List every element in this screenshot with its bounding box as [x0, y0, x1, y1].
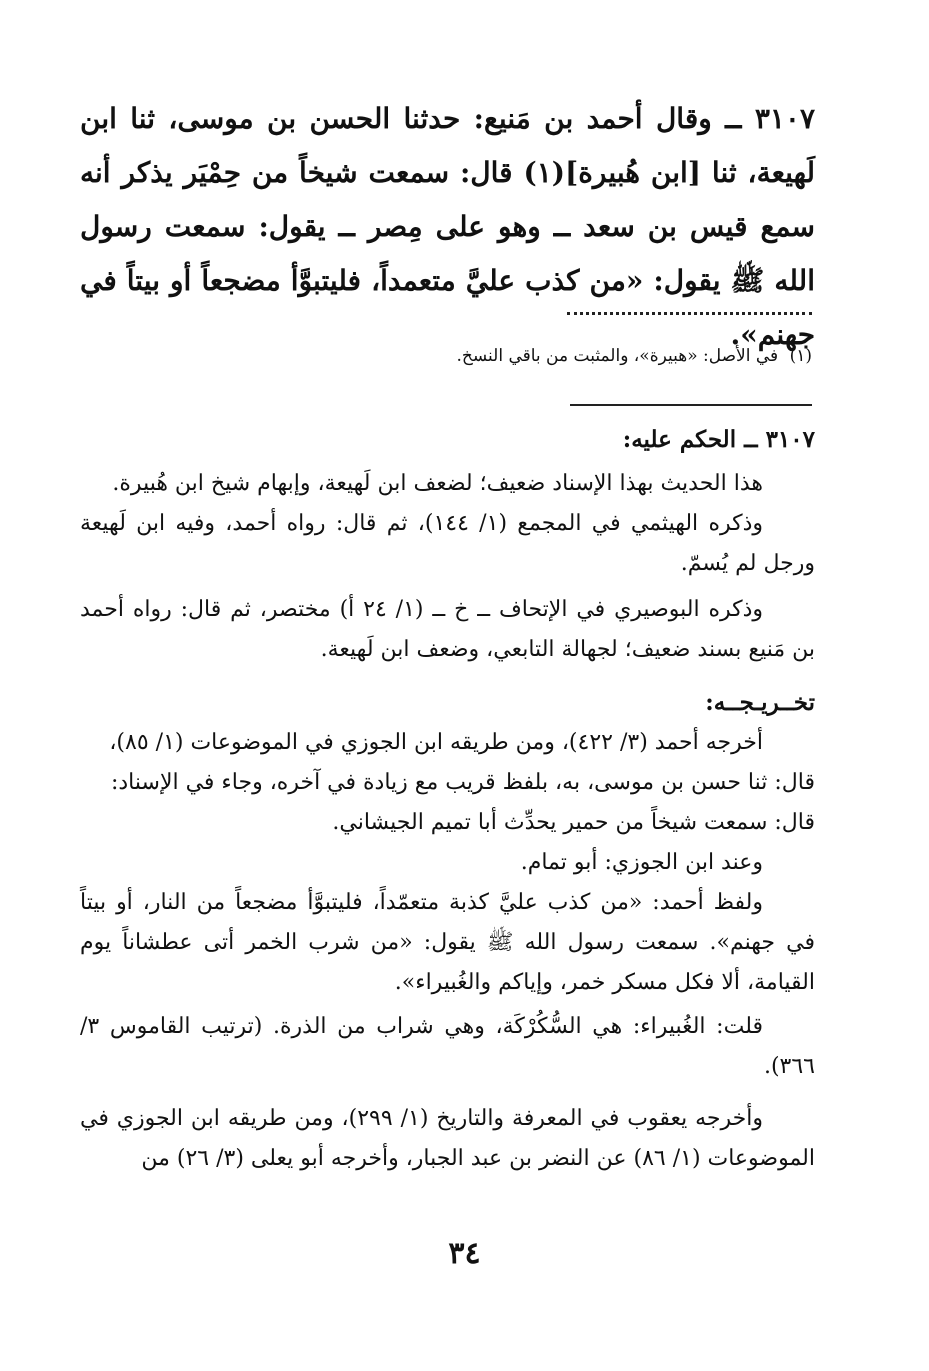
ruling-paragraph: وذكره البوصيري في الإتحاف ــ خ ــ (١/ ٢٤ أ) مختصر، ثم قال: رواه أحمد بن مَنيع بسند ضعيف؛ لجهالة التابعي، وضعف ابن لَهيعة. [80, 597, 815, 662]
takhrij-section [80, 683, 815, 1179]
footnote [260, 342, 812, 370]
page-number: ٣٤ [448, 1236, 481, 1271]
ruling-heading: ٣١٠٧ ــ الحكم عليه: [622, 426, 815, 453]
takhrij-paragraph: قلت: الغُبيراء: هي السُّكُرْكَة، وهي شراب من الذرة. (ترتيب القاموس ٣/ ٣٦٦). [80, 1014, 815, 1079]
takhrij-paragraph: قال: سمعت شيخاً من حمير يحدِّث أبا تميم الجيشاني. [332, 810, 815, 835]
ruling-paragraph: وذكره الهيثمي في المجمع (١/ ١٤٤)، ثم قال: رواه أحمد، وفيه ابن لَهيعة ورجل لم يُسمّ. [80, 511, 815, 576]
ruling-paragraph: هذا الحديث بهذا الإسناد ضعيف؛ لضعف ابن لَهيعة، وإبهام شيخ ابن هُبيرة. [112, 471, 763, 496]
takhrij-paragraph: أخرجه أحمد (٣/ ٤٢٢)، ومن طريقه ابن الجوزي في الموضوعات (١/ ٨٥)، [109, 730, 763, 755]
takhrij-paragraph: ولفظ أحمد: «من كذب عليَّ كذبة متعمّداً، فليتبوَّأ مضجعاً من النار، أو بيتاً في جهنم». سمعت رسول الله ﷺ يقول: «من شرب الخمر أتى عطشاناً يوم القيامة، ألا فكل مسكر خمر، وإياكم والغُبيراء». [80, 890, 815, 995]
footnote-separator-dots [567, 312, 812, 325]
takhrij-paragraph: وعند ابن الجوزي: أبو تمام. [520, 850, 763, 875]
section-divider [570, 404, 812, 406]
hadith-paragraph: ٣١٠٧ ــ وقال أحمد بن مَنيع: حدثنا الحسن بن موسى، ثنا ابن لَهيعة، ثنا [ابن هُبيرة](١) قال: سمعت شيخاً من حِمْيَر يذكر أنه سمع قيس بن سعد ــ وهو على مِصر ــ يقول: سمعت رسول الله ﷺ يقول: «من كذب عليَّ متعمداً، فليتبوَّأ مضجعاً أو بيتاً في جهنم». [80, 102, 816, 351]
footnote-number: (١) [789, 346, 812, 366]
takhrij-paragraph: قال: ثنا حسن بن موسى، به، بلفظ قريب مع زيادة في آخره، وجاء في الإسناد: [110, 770, 815, 795]
ruling-section [80, 420, 815, 670]
takhrij-paragraph: وأخرجه يعقوب في المعرفة والتاريخ (١/ ٢٩٩)، ومن طريقه ابن الجوزي في الموضوعات (١/ ٨٦) عن النضر بن عبد الجبار، وأخرجه أبو يعلى (٣/ ٢٦) من [80, 1106, 815, 1171]
takhrij-heading: تخــريـجــه: [705, 689, 815, 716]
footnote-text: في الأصل: «هبيرة»، والمثبت من باقي النسخ. [456, 346, 779, 366]
